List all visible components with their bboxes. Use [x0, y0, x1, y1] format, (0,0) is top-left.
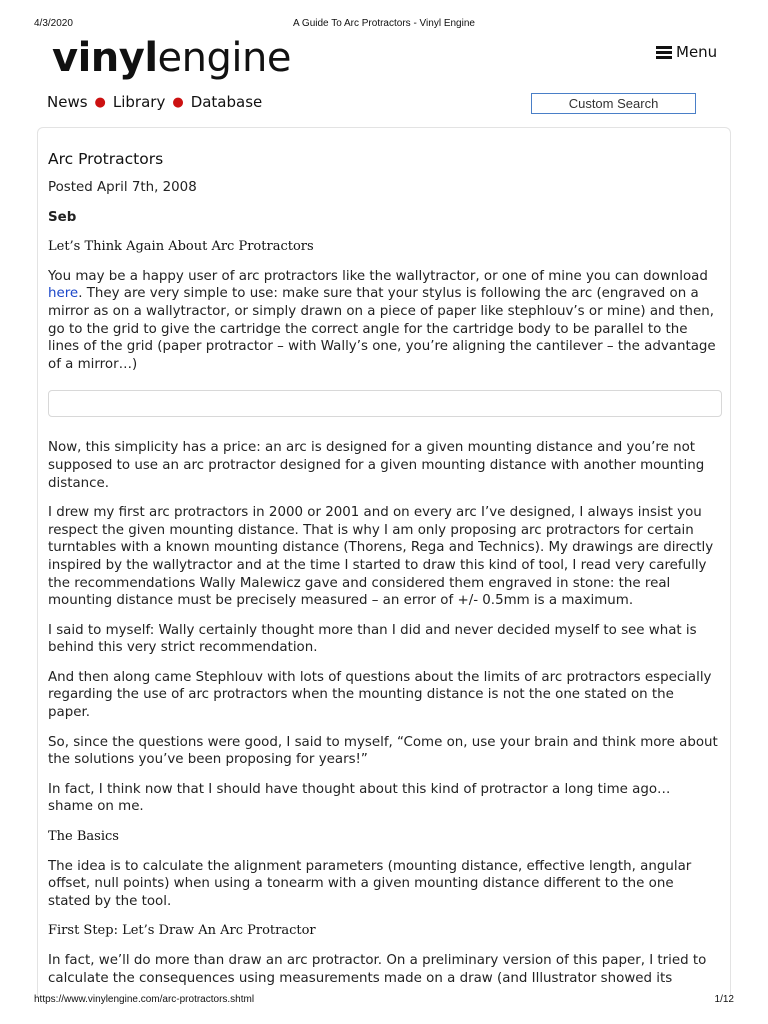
article-subtitle: Let’s Think Again About Arc Protractors: [48, 239, 314, 255]
custom-search-input[interactable]: [531, 93, 696, 114]
nav-library[interactable]: Library: [112, 93, 166, 111]
paragraph-intro: [48, 268, 718, 374]
paragraph: Now, this simplicity has a price: an arc is designed for a given mounting distance and you’re not supposed to use an arc protractor designed for a given mounting distance with another mounting distance.: [48, 440, 705, 491]
nav-dot-icon: ●: [94, 94, 106, 110]
paragraph: In fact, I think now that I should have thought about this kind of protractor a long time ago… shame on me.: [48, 781, 671, 815]
author-name: Seb: [48, 209, 77, 225]
site-logo[interactable]: [52, 35, 291, 81]
paragraph: The idea is to calculate the alignment parameters (mounting distance, effective length, angular offset, null points) when using a tonearm with a given mounting distance different to the one stated by the tool.: [48, 858, 692, 909]
nav-database[interactable]: Database: [190, 93, 263, 111]
paragraph-text: . They are very simple to use: make sure that your stylus is following the arc (engraved on a mirror as on a wallytractor, or simply drawn on a piece of paper like stephlouv’s or mine) and then, go to the grid to give the cartridge the correct angle for the cartridge body to be parallel to the lines of the grid (paper protractor – with Wally’s one, you’re aligning the cantilever – the advantage of a mirror…): [48, 286, 716, 372]
print-date: 4/3/2020: [34, 18, 73, 29]
hamburger-icon: [656, 46, 672, 59]
nav-news[interactable]: News: [47, 93, 88, 111]
posted-date: Posted April 7th, 2008: [48, 180, 197, 195]
search-placeholder: Custom Search: [568, 96, 659, 111]
paragraph: I drew my first arc protractors in 2000 or 2001 and on every arc I’ve designed, I always insist you respect the given mounting distance. That is why I am only proposing arc protractors for certain turntables with a known mounting distance (Thorens, Rega and Technics). My drawings are directly inspired by the wallytractor and at the time I started to draw this kind of tool, I read very carefully the recommendations Wally Malewicz gave and considered them engraved in stone: the real mounting distance must be precisely measured – an error of +/- 0.5mm is a maximum.: [48, 505, 714, 609]
print-url: https://www.vinylengine.com/arc-protractors.shtml: [34, 994, 255, 1005]
logo-light-part: engine: [157, 35, 291, 81]
paragraph: I said to myself: Wally certainly thought more than I did and never decided myself to see what is behind this very strict recommendation.: [48, 622, 697, 656]
nav-dot-icon: ●: [172, 94, 184, 110]
ad-placeholder: [48, 390, 722, 417]
paragraph: So, since the questions were good, I said to myself, “Come on, use your brain and think more about the solutions you’ve been proposing for years!”: [48, 734, 718, 768]
download-here-link[interactable]: here: [48, 286, 79, 302]
paragraph: And then along came Stephlouv with lots of questions about the limits of arc protractors especially regarding the use of arc protractors when the mounting distance is not the one stated on the paper.: [48, 669, 712, 721]
paragraph-text: You may be a happy user of arc protractors like the wallytractor, or one of mine you can download: [48, 268, 708, 284]
menu-label: Menu: [676, 43, 718, 61]
section-heading-basics: The Basics: [48, 829, 119, 845]
section-heading-first-step: First Step: Let’s Draw An Arc Protractor: [48, 923, 316, 939]
logo-bold-part: vinyl: [52, 35, 158, 81]
article-content: [48, 149, 718, 999]
top-nav: [47, 93, 262, 111]
print-doc-title: A Guide To Arc Protractors - Vinyl Engine: [293, 18, 475, 29]
menu-button[interactable]: [656, 43, 717, 61]
paragraph: In fact, we’ll do more than draw an arc protractor. On a preliminary version of this paper, I tried to calculate the consequences using measurements made on a draw (and Illustrator showed its: [48, 953, 707, 986]
print-page-number: 1/12: [714, 994, 734, 1005]
article-title: Arc Protractors: [48, 150, 164, 168]
